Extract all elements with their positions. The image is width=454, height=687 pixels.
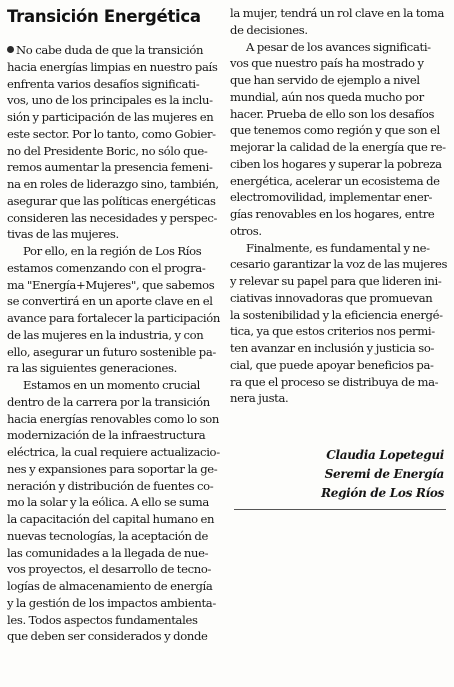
text-line: [7, 528, 225, 545]
text-line: [7, 109, 225, 126]
text-line-content: ra las siguientes generaciones.: [7, 361, 177, 376]
text-line-content: hacia energías limpias en nuestro país: [7, 59, 218, 74]
text-line-content: consideren las necesidades y perspec-: [7, 210, 218, 225]
left-column: [7, 42, 225, 645]
text-line-content: avance para fortalecer la participación: [7, 311, 220, 325]
text-line: [7, 126, 225, 143]
text-line-content: nuevas tecnologías, la aceptación de: [7, 528, 208, 543]
article-title: Transición Energética: [7, 7, 201, 26]
text-line: [7, 494, 225, 511]
text-line: [7, 628, 225, 645]
text-line-content: vos, uno de los principales es la inclu-: [7, 93, 213, 108]
bullet-icon: [7, 46, 14, 53]
text-line: [230, 307, 448, 324]
text-line-content: hacer. Prueba de ello son los desafíos: [230, 106, 435, 121]
text-line: [7, 578, 225, 595]
text-line: [7, 243, 225, 260]
text-line-content: Finalmente, es fundamental y ne-: [246, 240, 430, 255]
text-line: [7, 612, 225, 629]
signature-role: Seremi de Energía: [324, 467, 444, 481]
text-line-content: A pesar de los avances significati-: [246, 39, 431, 54]
text-line: [7, 344, 225, 361]
text-line: [7, 545, 225, 562]
text-line: [230, 374, 448, 391]
text-line: [230, 206, 448, 223]
text-line: [7, 427, 225, 444]
text-line-content: se convertirá en un aporte clave en el: [7, 294, 213, 309]
text-line-content: otros.: [230, 223, 262, 238]
text-line: [7, 444, 225, 461]
text-line: [230, 357, 448, 374]
text-line: [7, 293, 225, 310]
text-line: [7, 310, 225, 327]
text-line-content: y relevar su papel para que lideren ini-: [230, 274, 442, 288]
text-line-content: hacia energías renovables como lo son: [7, 411, 219, 426]
text-line-content: modernización de la infraestructura: [7, 428, 206, 443]
text-line-content: la sostenibilidad y la eficiencia energé-: [230, 307, 443, 322]
text-line-content: ello, asegurar un futuro sostenible pa-: [7, 344, 216, 359]
text-line-content: na en roles de liderazgo sino, también,: [7, 177, 219, 191]
text-line-content: este sector. Por lo tanto, como Gobier-: [7, 126, 216, 141]
text-line: [230, 55, 448, 72]
text-line: [7, 411, 225, 428]
text-line: [230, 173, 448, 190]
text-line: [7, 210, 225, 227]
text-line-content: ciben los hogares y superar la pobreza: [230, 156, 442, 171]
text-line: [7, 478, 225, 495]
text-line-content: ten avanzar en inclusión y justicia so-: [230, 341, 435, 355]
signature-name: Claudia Lopetegui: [326, 448, 444, 462]
text-line-content: logías de almacenamiento de energía: [7, 579, 213, 593]
text-line-content: que han servido de ejemplo a nivel: [230, 73, 420, 87]
text-line-content: estamos comenzando con el progra-: [7, 260, 206, 275]
text-line-content: tica, ya que estos criterios nos permi-: [230, 324, 435, 339]
text-line-content: cesario garantizar la voz de las mujeres: [230, 257, 448, 272]
text-line-content: ra que el proceso se distribuya de ma-: [230, 374, 439, 389]
text-line-content: No cabe duda de que la transición: [16, 43, 204, 57]
text-line-content: ciativas innovadoras que promuevan: [230, 290, 433, 305]
text-line-content: electromovilidad, implementar ener-: [230, 190, 433, 205]
text-line-content: vos proyectos, el desarrollo de tecno-: [7, 562, 212, 577]
text-line-content: ma "Energía+Mujeres", que sabemos: [7, 277, 215, 292]
text-line-content: cial, que puede apoyar beneficios pa-: [230, 357, 434, 372]
text-line: [7, 511, 225, 528]
text-line: [230, 72, 448, 89]
text-line-content: de decisiones.: [230, 22, 308, 37]
text-line-content: las comunidades a la llegada de nue-: [7, 545, 209, 560]
text-line-content: de las mujeres en la industria, y con: [7, 327, 204, 342]
text-line-content: asegurar que las políticas energéticas: [7, 193, 216, 208]
text-line-content: sión y participación de las mujeres en: [7, 110, 214, 124]
text-line: [230, 256, 448, 273]
text-line: [7, 92, 225, 109]
text-line: [230, 240, 448, 257]
text-line: [7, 360, 225, 377]
text-line: [7, 59, 225, 76]
text-line: [7, 159, 225, 176]
text-line: [7, 42, 225, 59]
text-line-content: enfrenta varios desafíos significati-: [7, 76, 200, 91]
text-line-content: y la gestión de los impactos ambienta-: [7, 595, 216, 610]
text-line: [7, 76, 225, 93]
text-line: [230, 290, 448, 307]
text-line-content: gías renovables en los hogares, entre: [230, 207, 435, 221]
text-line: [7, 193, 225, 210]
text-line: [7, 595, 225, 612]
text-line: [7, 327, 225, 344]
text-line-content: nera justa.: [230, 391, 289, 406]
text-line: [7, 226, 225, 243]
text-line: [230, 273, 448, 290]
text-line: [230, 106, 448, 123]
text-line-content: les. Todos aspectos fundamentales: [7, 612, 198, 627]
text-line: [230, 323, 448, 340]
text-line-content: la capacitación del capital humano en: [7, 512, 215, 526]
text-line: [230, 223, 448, 240]
text-line: [230, 189, 448, 206]
text-line: [7, 260, 225, 277]
text-line: [7, 394, 225, 411]
text-line-content: mundial, aún nos queda mucho por: [230, 89, 424, 104]
text-line-content: neración y distribución de fuentes co-: [7, 478, 214, 493]
text-line: [230, 89, 448, 106]
text-line: [230, 22, 448, 39]
text-line: [230, 156, 448, 173]
text-line-content: nes y expansiones para soportar la ge-: [7, 461, 218, 476]
text-line-content: que tenemos como región y que son el: [230, 123, 440, 138]
text-line: [230, 390, 448, 407]
text-line-content: tivas de las mujeres.: [7, 227, 119, 242]
text-line: [230, 122, 448, 139]
signature-place: Región de Los Ríos: [321, 486, 444, 500]
text-line: [7, 561, 225, 578]
text-line-content: dentro de la carrera por la transición: [7, 394, 210, 409]
text-line-content: mejorar la calidad de la energía que re-: [230, 140, 446, 154]
signature-divider: [234, 509, 446, 510]
text-line: [230, 5, 448, 22]
text-line-content: no del Presidente Boric, no sólo que-: [7, 143, 208, 158]
text-line: [7, 143, 225, 160]
text-line-content: Estamos en un momento crucial: [23, 378, 201, 392]
text-line-content: eléctrica, la cual requiere actualizacio-: [7, 445, 220, 459]
text-line-content: remos aumentar la presencia femeni-: [7, 160, 213, 175]
text-line: [7, 176, 225, 193]
text-line: [7, 461, 225, 478]
text-line-content: la mujer, tendrá un rol clave en la toma: [230, 6, 445, 20]
text-line: [7, 277, 225, 294]
text-line-content: mo la solar y la eólica. A ello se suma: [7, 495, 209, 510]
text-line-content: vos que nuestro país ha mostrado y: [230, 56, 424, 71]
text-line-content: energética, acelerar un ecosistema de: [230, 173, 440, 188]
text-line: [230, 39, 448, 56]
right-column: [230, 5, 448, 407]
text-line: [230, 340, 448, 357]
text-line-content: que deben ser considerados y donde: [7, 629, 208, 644]
text-line-content: Por ello, en la región de Los Ríos: [23, 244, 202, 258]
text-line: [7, 377, 225, 394]
text-line: [230, 139, 448, 156]
